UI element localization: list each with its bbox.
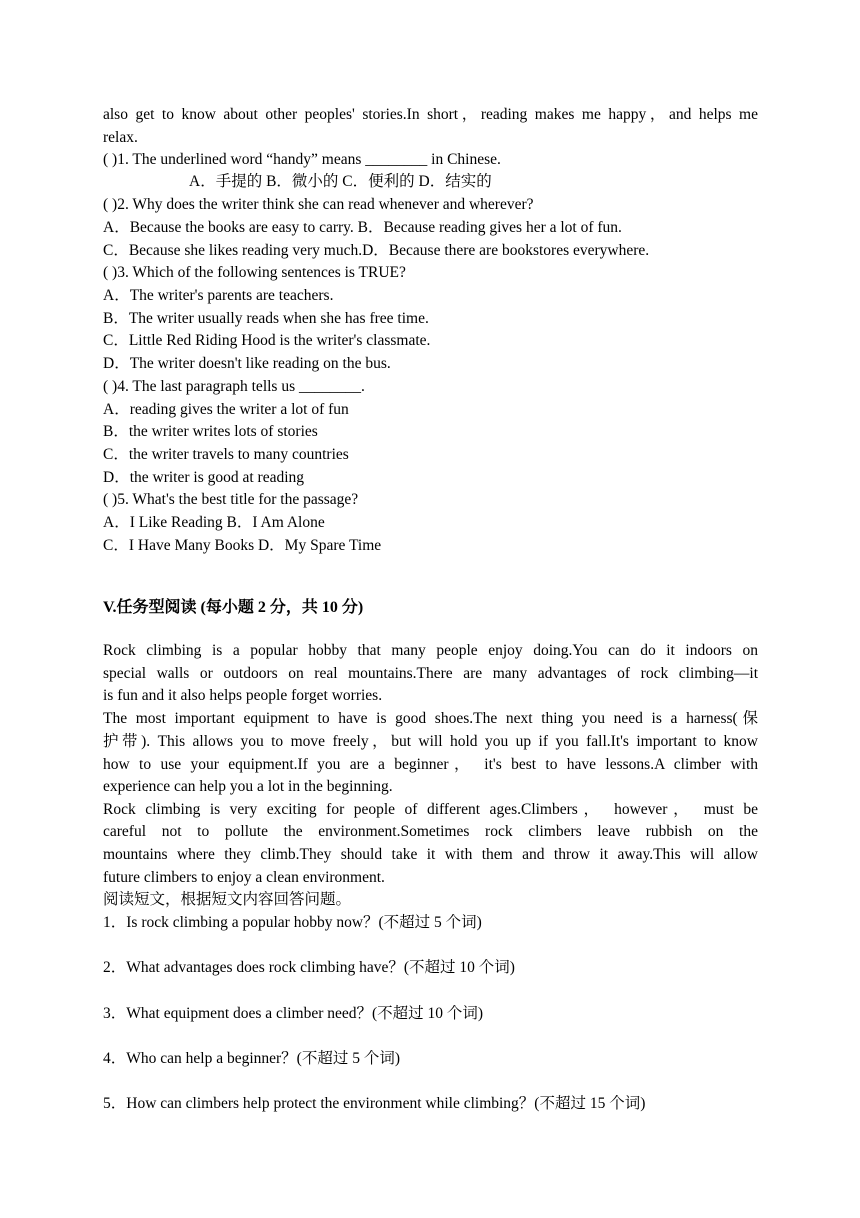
question-2-options-ab: A．Because the books are easy to carry. B．Because reading gives her a lot of fun. <box>103 219 622 236</box>
section-heading: V.任务型阅读 (每小题 2 分，共 10 分) <box>103 599 364 616</box>
task-question-4: 4．Who can help a beginner？(不超过 5 个词) <box>103 1050 401 1067</box>
question-2-stem: ( )2. Why does the writer think she can read whenever and wherever? <box>103 196 534 213</box>
question-4-option-c: C．the writer travels to many countries <box>103 446 349 463</box>
question-3-stem: ( )3. Which of the following sentences is TRUE? <box>103 264 406 281</box>
question-4-option-d: D．the writer is good at reading <box>103 469 305 486</box>
question-3-option-c: C．Little Red Riding Hood is the writer's classmate. <box>103 332 431 349</box>
passage-paragraph-3-line: future climbers to enjoy a clean environment. <box>103 869 385 886</box>
question-4-stem: ( )4. The last paragraph tells us ________. <box>103 378 365 395</box>
question-1-stem: ( )1. The underlined word “handy” means ________ in Chinese. <box>103 151 501 168</box>
question-3-option-a: A．The writer's parents are teachers. <box>103 287 334 304</box>
passage-continuation-line: relax. <box>103 129 138 146</box>
question-4-option-b: B．the writer writes lots of stories <box>103 423 318 440</box>
task-question-1: 1．Is rock climbing a popular hobby now？(不超过 5 个词) <box>103 914 482 931</box>
task-question-3: 3．What equipment does a climber need？(不超过 10 个词) <box>103 1005 484 1022</box>
question-3-option-d: D．The writer doesn't like reading on the bus. <box>103 355 391 372</box>
task-question-5: 5．How can climbers help protect the environment while climbing？(不超过 15 个词) <box>103 1095 646 1112</box>
passage-paragraph-1-line: special walls or outdoors on real mountains.There are many advantages of rock climbing—it <box>103 665 758 682</box>
question-4-option-a: A．reading gives the writer a lot of fun <box>103 401 349 418</box>
question-3-option-b: B．The writer usually reads when she has free time. <box>103 310 429 327</box>
passage-paragraph-3-line: mountains where they climb.They should take it with them and throw it away.This will allow <box>103 846 758 863</box>
passage-paragraph-3-line: careful not to pollute the environment.Sometimes rock climbers leave rubbish on the <box>103 823 758 840</box>
question-5-options-ab: A．I Like Reading B．I Am Alone <box>103 514 325 531</box>
task-instruction: 阅读短文，根据短文内容回答问题。 <box>103 891 352 908</box>
passage-paragraph-2-line: The most important equipment to have is good shoes.The next thing you need is a harness(保 <box>103 710 758 727</box>
question-1-options: A．手提的 B．微小的 C．便利的 D．结实的 <box>189 173 492 190</box>
passage-paragraph-3-line: Rock climbing is very exciting for people of different ages.Climbers， however， must be <box>103 801 758 818</box>
passage-paragraph-2-line: experience can help you a lot in the beginning. <box>103 778 393 795</box>
question-5-stem: ( )5. What's the best title for the passage? <box>103 491 359 508</box>
passage-paragraph-1-line: is fun and it also helps people forget worries. <box>103 687 383 704</box>
passage-continuation-line: also get to know about other peoples' stories.In short，reading makes me happy，and helps me <box>103 106 758 123</box>
passage-paragraph-1-line: Rock climbing is a popular hobby that many people enjoy doing.You can do it indoors on <box>103 642 758 659</box>
question-5-options-cd: C．I Have Many Books D．My Spare Time <box>103 537 382 554</box>
passage-paragraph-2-line: how to use your equipment.If you are a beginner， it's best to have lessons.A climber with <box>103 756 758 773</box>
passage-paragraph-2-line: 护带). This allows you to move freely，but will hold you up if you fall.It's important to know <box>103 733 758 750</box>
question-2-options-cd: C．Because she likes reading very much.D．Because there are bookstores everywhere. <box>103 242 650 259</box>
task-question-2: 2．What advantages does rock climbing have？(不超过 10 个词) <box>103 959 515 976</box>
